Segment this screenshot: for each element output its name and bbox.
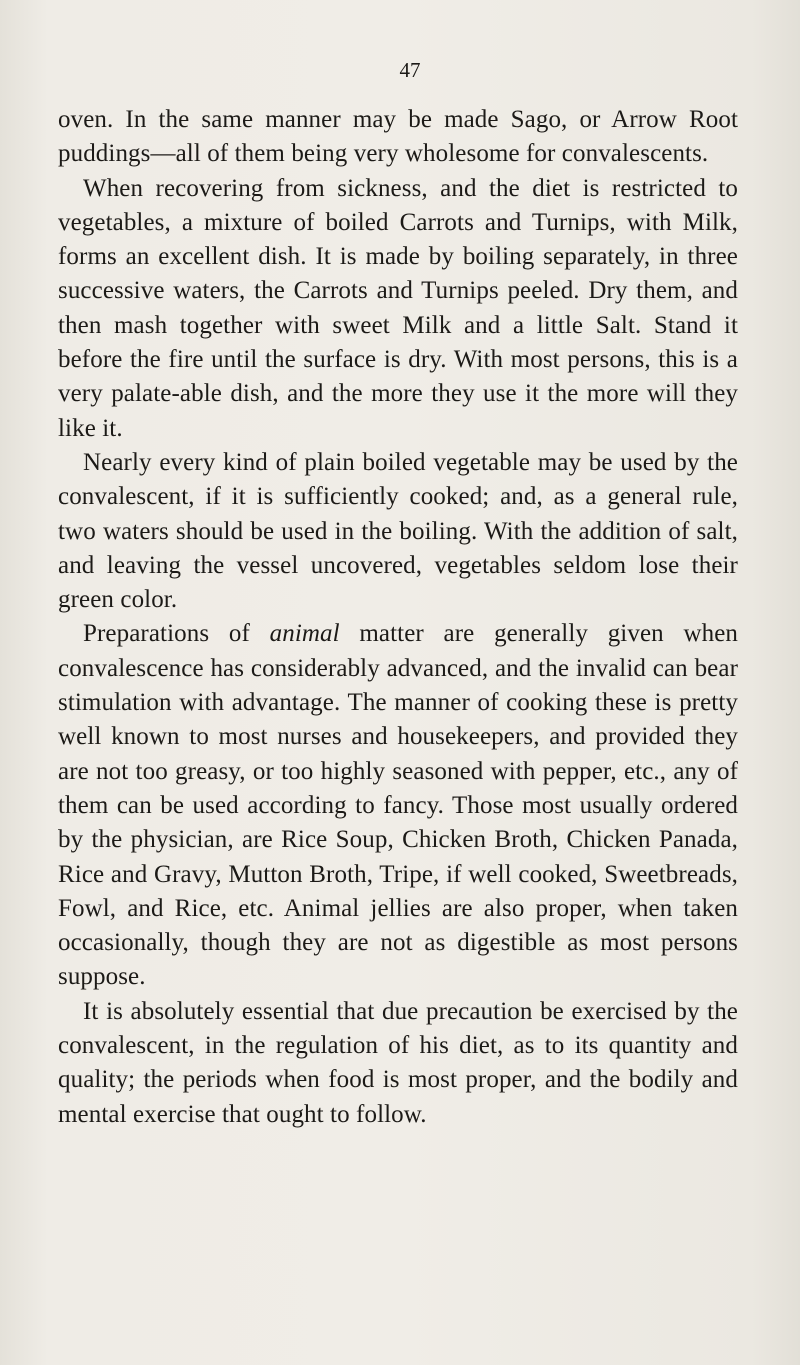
paragraph-4-start: Preparations of [83, 620, 270, 648]
paragraph-3: Nearly every kind of plain boiled vegetable may be used by the convalescent, if it is sufficiently cooked; and, as a general rule, two waters should be used in the boiling. With the addition of salt, and leaving the vessel uncovered, vegetables seldom lose their green color. [58, 448, 738, 614]
paragraph-4 [58, 617, 738, 994]
body-text [58, 103, 738, 1132]
paragraph-5: It is absolutely essential that due precaution be exercised by the convalescent, in the regulation of his diet, as to its quantity and quality; the periods when food is most proper, and the bodily and mental exercise that ought to follow. [58, 997, 738, 1128]
paragraph-4-end: matter are generally given when convalescence has considerably advanced, and the invalid can bear stimulation with advantage. The manner of cooking these is pretty well known to most nurses and housekeepers, and provided they are not too greasy, or too highly seasoned with pepper, etc., any of them can be used according to fancy. Those most usually ordered by the physician, are Rice Soup, Chicken Broth, Chicken Panada, Rice and Gravy, Mutton Broth, Tripe, if well cooked, Sweetbreads, Fowl, and Rice, etc. Animal jellies are also proper, when taken occasionally, though they are not as digestible as most persons suppose. [58, 620, 738, 991]
paragraph-4-italic: animal [269, 620, 340, 648]
paragraph-1: oven. In the same manner may be made Sago, or Arrow Root puddings—all of them being very wholesome for convalescents. [58, 106, 738, 168]
page-number: 47 [399, 58, 421, 82]
paragraph-2: When recovering from sickness, and the diet is restricted to vegetables, a mixture of boiled Carrots and Turnips, with Milk, forms an excellent dish. It is made by boiling separately, in three successive waters, the Carrots and Turnips peeled. Dry them, and then mash together with sweet Milk and a little Salt. Stand it before the fire until the surface is dry. With most persons, this is a very palate-able dish, and the more they use it the more will they like it. [58, 174, 738, 442]
